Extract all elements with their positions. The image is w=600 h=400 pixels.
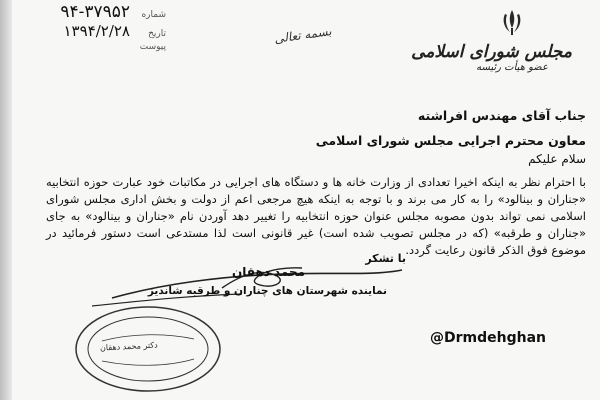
parliament-subtitle: عضو هیأت رئیسه — [476, 62, 548, 73]
number-label: شماره — [141, 10, 166, 20]
letter-body: با احترام نظر به اینکه اخیرا تعدادی از وزارت خانه ها و دستگاه های اجرایی در مکاتبات خود عبارت حوزه انتخابیه «جناران و بینالود» را به کار می برند و با توجه به اینکه هیچ مرجعی اعم از دولت و بخش اداری مجلس شورای اسلامی نمی تواند بدون مصوبه مجلس عنوان حوزه انتخابیه را تغییر دهد آوردن نام «جناران و بینالود» به جای «جناران و طرقبه» (که در مجلس تصویب شده است) غیر قانونی است لذا مستدعی است دستور فرمائید در موضوع فوق الذکر قانون رعایت گردد. — [46, 175, 586, 257]
signatory-title: نماینده شهرستان های چناران و طرقبه شاندیز — [147, 285, 387, 297]
number-value: ۹۴-۳۷۹۵۲ — [60, 2, 130, 22]
letter-page — [12, 0, 600, 400]
stamp-text: دکتر محمد دهقان — [99, 340, 158, 353]
date-value: ۱۳۹۴/۲/۲۸ — [63, 22, 130, 40]
iran-emblem-icon — [499, 8, 525, 36]
letter-meta — [36, 2, 166, 52]
social-handle: @Drmdehghan — [430, 330, 546, 346]
date-label: تاریخ — [148, 29, 166, 39]
recipient-line-2: معاون محترم اجرایی مجلس شورای اسلامی — [315, 133, 586, 148]
signatory-name: محمد دهقان — [232, 265, 306, 279]
recipient-line-1: جناب آقای مهندس افراشته — [417, 108, 586, 123]
number-row — [36, 2, 166, 22]
scan-edge-shadow — [0, 0, 12, 400]
closing: با تشکر — [365, 252, 406, 265]
greeting: سلام علیکم — [528, 152, 586, 166]
date-row — [36, 22, 166, 40]
attachment-label: پیوست — [139, 42, 166, 52]
letterhead — [411, 8, 572, 73]
bismillah-mark: بسمه تعالی — [273, 24, 333, 46]
parliament-title: مجلس شورای اسلامی — [411, 42, 572, 62]
